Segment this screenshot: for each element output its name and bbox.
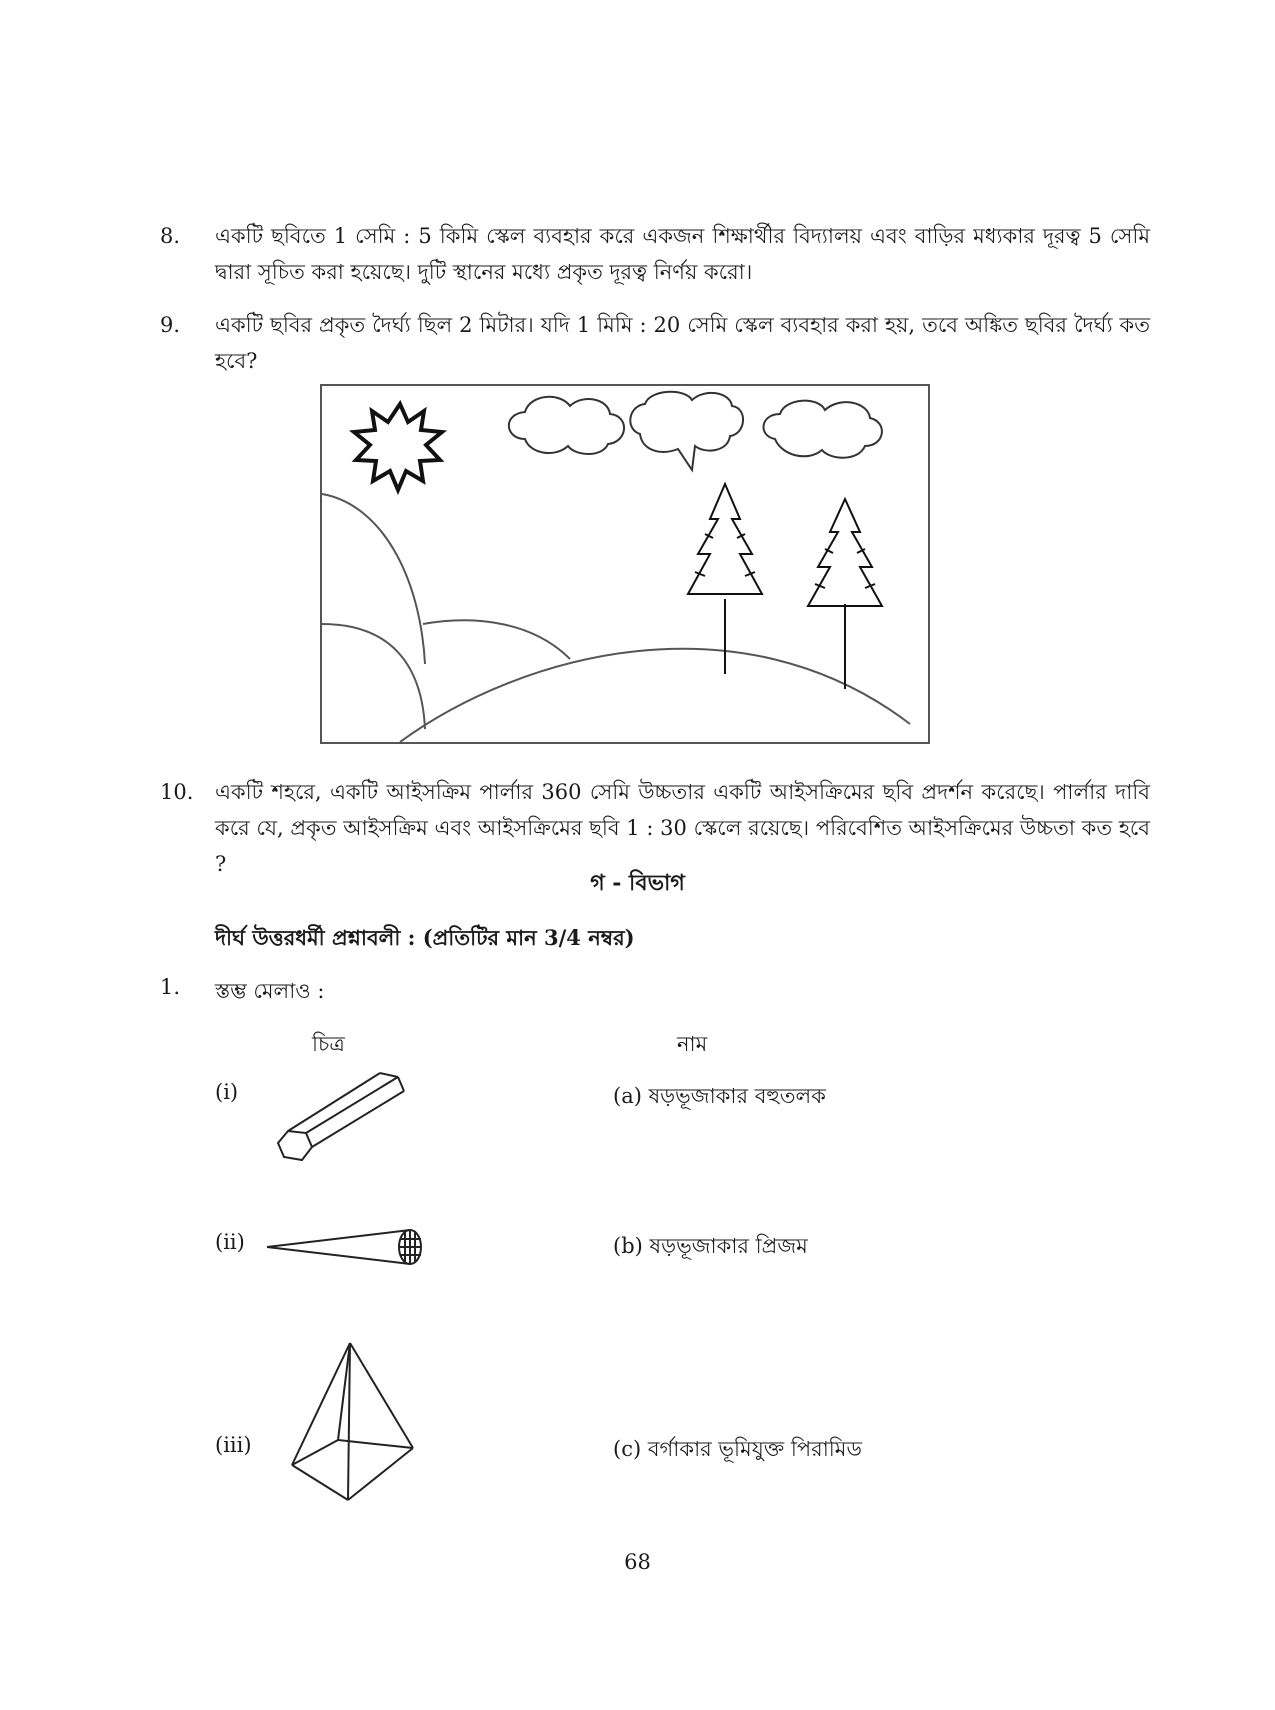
question-number: 1.	[160, 975, 181, 999]
hexagonal-prism-figure	[270, 1065, 410, 1180]
question-number: 10.	[160, 780, 194, 804]
figure-label: (iii)	[215, 1433, 252, 1457]
square-pyramid-figure	[288, 1340, 428, 1505]
option-label: (b)	[613, 1234, 643, 1258]
option-label: (c)	[613, 1437, 642, 1461]
column-heading-name: নাম	[677, 1032, 708, 1056]
option-label: (a)	[613, 1084, 642, 1108]
question-text: একটি ছবিতে 1 সেমি : 5 কিমি স্কেল ব্যবহার করে একজন শিক্ষার্থীর বিদ্যালয় এবং বাড়ির মধ্যকার দূরত্ব 5 সেমি দ্বারা সূচিত করা হয়েছে। দুটি স্থানের মধ্যে প্রকৃত দূরত্ব নির্ণয় করো।	[215, 224, 1150, 284]
landscape-picture	[320, 384, 930, 744]
question-text: একটি ছবির প্রকৃত দৈর্ঘ্য ছিল 2 মিটার। যদি 1 মিমি : 20 সেমি স্কেল ব্যবহার করা হয়, তবে অঙ্কিত ছবির দৈর্ঘ্য কত হবে?	[215, 313, 1150, 373]
figure-label: (ii)	[215, 1230, 245, 1254]
match-option-a	[613, 1080, 826, 1115]
question-number: 8.	[160, 224, 181, 248]
question-text: একটি শহরে, একটি আইসক্রিম পার্লার 360 সেমি উচ্চতার একটি আইসক্রিমের ছবি প্রদর্শন করেছে। পার্লার দাবি করে যে, প্রকৃত আইসক্রিম এবং আইসক্রিমের ছবি 1 : 30 স্কেলে রয়েছে। পরিবেশিত আইসক্রিমের উচ্চতা কত হবে ?	[215, 780, 1150, 876]
option-text: ষড়ভূজাকার বহুতলক	[648, 1084, 826, 1108]
match-option-b	[613, 1230, 808, 1265]
section-title: গ - বিভাগ	[590, 870, 685, 896]
column-heading-figure: চিত্র	[312, 1032, 345, 1056]
question-instruction: স্তম্ভ মেলাও :	[215, 979, 325, 1003]
question-number: 9.	[160, 313, 181, 337]
cone-figure	[265, 1222, 425, 1272]
option-text: বর্গাকার ভূমিযুক্ত পিরামিড	[647, 1437, 862, 1461]
page-number: 68	[624, 1550, 651, 1574]
match-option-c	[613, 1433, 862, 1468]
figure-label: (i)	[215, 1080, 239, 1104]
section-subtitle: দীর্ঘ উত্তরধর্মী প্রশ্নাবলী : (প্রতিটির মান 3/4 নম্বর)	[215, 925, 635, 950]
option-text: ষড়ভূজাকার প্রিজম	[649, 1234, 808, 1258]
